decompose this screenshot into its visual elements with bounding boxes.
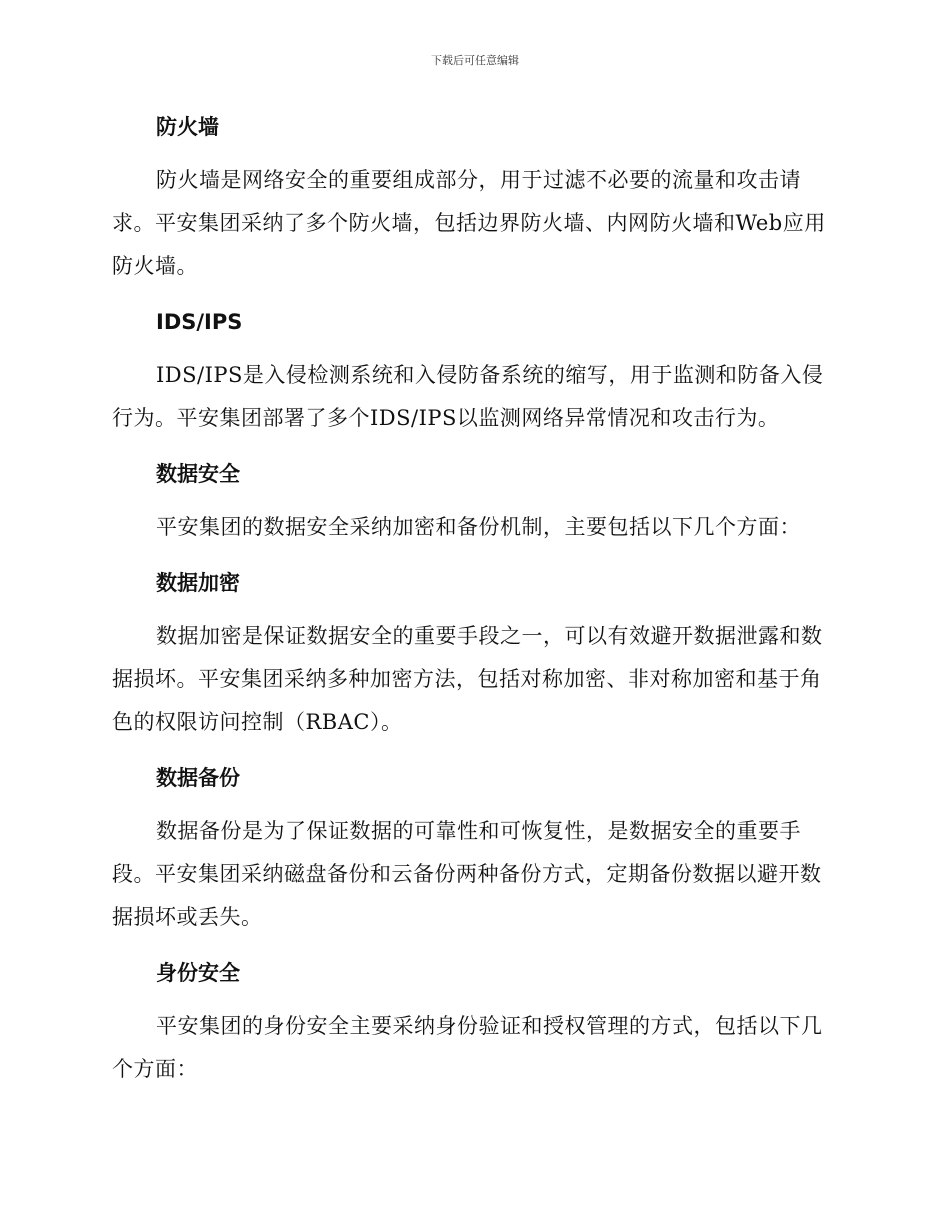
section-paragraph-ids-ips: IDS/IPS是入侵检测系统和入侵防备系统的缩写，用于监测和防备入侵行为。平安集团部署了多个IDS/IPS以监测网络异常情况和攻击行为。: [112, 363, 824, 430]
section-paragraph-firewall: 防火墙是网络安全的重要组成部分，用于过滤不必要的流量和攻击请求。平安集团采纳了多个防火墙，包括边界防火墙、内网防火墙和Web应用防火墙。: [112, 168, 826, 278]
section-heading-ids-ips: IDS/IPS: [156, 310, 243, 334]
document-body: [112, 108, 838, 1091]
section-paragraph-data-backup: 数据备份是为了保证数据的可靠性和可恢复性，是数据安全的重要手段。平安集团采纳磁盘备份和云备份两种备份方式，定期备份数据以避开数据损坏或丢失。: [112, 819, 822, 929]
section-heading-data-encryption: 数据加密: [156, 571, 240, 595]
section-heading-data-backup: 数据备份: [156, 766, 240, 790]
section-heading-identity-security: 身份安全: [156, 961, 240, 985]
section-heading-firewall: 防火墙: [156, 115, 219, 139]
section-heading-data-security: 数据安全: [156, 462, 240, 486]
section-paragraph-data-security: 平安集团的数据安全采纳加密和备份机制，主要包括以下几个方面：: [156, 515, 801, 539]
section-paragraph-data-encryption: 数据加密是保证数据安全的重要手段之一，可以有效避开数据泄露和数据损坏。平安集团采纳多种加密方法，包括对称加密、非对称加密和基于角色的权限访问控制（RBAC）。: [112, 624, 823, 734]
page-header: 下载后可任意编辑: [431, 54, 519, 67]
section-paragraph-identity-security: 平安集团的身份安全主要采纳身份验证和授权管理的方式，包括以下几个方面：: [112, 1014, 823, 1081]
